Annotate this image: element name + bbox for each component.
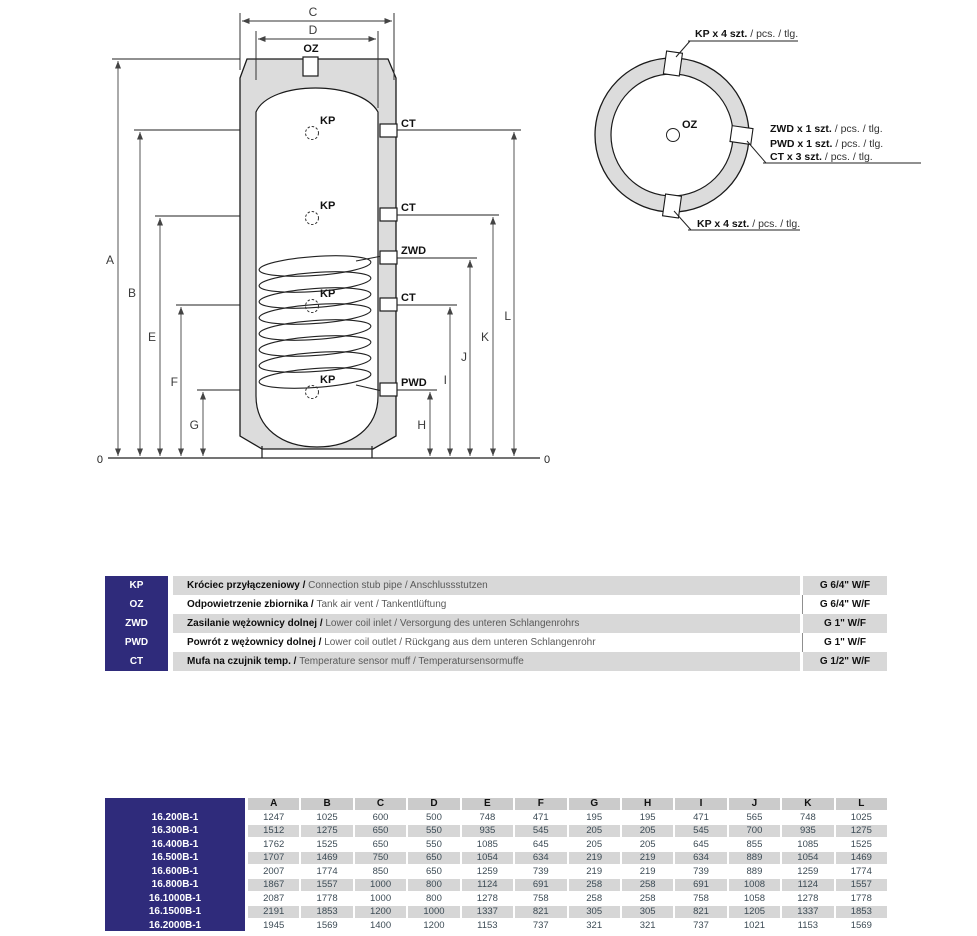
legend-description-translations: Connection stub pipe / Anschlussstutzen [308, 580, 488, 591]
pwd-label: PWD [401, 377, 427, 389]
dim-i: I [443, 373, 447, 387]
dimension-value: 1569 [836, 920, 887, 932]
dimension-value: 1275 [301, 825, 352, 837]
dimension-value: 634 [675, 852, 726, 864]
top-view-kp-port-bottom [663, 194, 682, 218]
dimension-value: 1569 [301, 920, 352, 932]
dimension-value: 545 [515, 825, 566, 837]
dimension-value: 2087 [248, 893, 299, 905]
dimension-value: 195 [569, 812, 620, 824]
legend-description-primary: Zasilanie wężownicy dolnej / [187, 618, 326, 629]
dimension-value: 219 [622, 852, 673, 864]
dimension-value: 205 [622, 825, 673, 837]
dimension-value: 258 [569, 893, 620, 905]
dimension-value: 1124 [462, 879, 513, 891]
dimension-value: 1008 [729, 879, 780, 891]
pwd-port [380, 383, 397, 396]
callout-zwd: ZWD x 1 szt. / pcs. / tlg. [770, 123, 883, 135]
column-header: G [569, 798, 620, 810]
oz-port [303, 57, 318, 76]
dimension-value: 1778 [836, 893, 887, 905]
dimension-value: 1205 [729, 906, 780, 918]
dimension-value: 821 [515, 906, 566, 918]
column-header: I [675, 798, 726, 810]
dim-d: D [308, 23, 318, 37]
column-header: H [622, 798, 673, 810]
dimension-value: 1085 [782, 839, 833, 851]
callout-kp-bottom: KP x 4 szt. / pcs. / tlg. [697, 218, 801, 230]
dimension-value: 1557 [836, 879, 887, 891]
dimensions-table [105, 798, 887, 931]
dimension-value: 195 [622, 812, 673, 824]
dimension-value: 1000 [408, 906, 459, 918]
dimension-value: 471 [675, 812, 726, 824]
legend-description-translations: Tank air vent / Tankentlüftung [316, 599, 447, 610]
dimension-value: 748 [782, 812, 833, 824]
dimension-value: 1778 [301, 893, 352, 905]
dimension-value: 737 [515, 920, 566, 932]
dimension-value: 700 [729, 825, 780, 837]
dimension-value: 855 [729, 839, 780, 851]
model-name: 16.1000B-1 [148, 892, 202, 904]
dimension-value: 1200 [355, 906, 406, 918]
dimension-value: 935 [782, 825, 833, 837]
dimension-value: 205 [622, 839, 673, 851]
column-header: D [408, 798, 459, 810]
legend-code-badge: ZWD [105, 614, 168, 633]
ct2-label: CT [401, 202, 416, 214]
dim-l: L [504, 309, 511, 323]
ct-port-2 [380, 208, 397, 221]
dimension-value: 650 [408, 866, 459, 878]
model-name: 16.1500B-1 [148, 906, 202, 918]
callout-pwd: PWD x 1 szt. / pcs. / tlg. [770, 138, 884, 150]
dim-e: E [147, 330, 156, 344]
column-header: A [248, 798, 299, 810]
legend-description-primary: Odpowietrzenie zbiornika / [187, 599, 317, 610]
dimension-value: 1275 [836, 825, 887, 837]
dimension-value: 2191 [248, 906, 299, 918]
dimension-value: 219 [622, 866, 673, 878]
dimension-value: 205 [569, 839, 620, 851]
dimension-value: 758 [675, 893, 726, 905]
dim-g: G [189, 418, 199, 432]
dimension-value: 1707 [248, 852, 299, 864]
dim-b: B [127, 286, 136, 300]
legend-description-primary: Króciec przyłączeniowy / [187, 580, 309, 591]
legend-table [105, 576, 887, 671]
legend-thread-size: G 1" W/F [802, 633, 887, 652]
legend-description [173, 614, 800, 633]
dimension-value: 850 [355, 866, 406, 878]
zero-right: 0 [544, 454, 551, 466]
column-header: F [515, 798, 566, 810]
legend-thread-size: G 6/4" W/F [803, 576, 887, 595]
dimension-value: 1853 [301, 906, 352, 918]
dimension-value: 258 [622, 879, 673, 891]
tank-top-view [595, 28, 921, 230]
zwd-label: ZWD [401, 245, 427, 257]
dimension-value: 1525 [836, 839, 887, 851]
legend-description-translations: Lower coil inlet / Versorgung des unteren Schlangenrohrs [325, 618, 580, 629]
dimension-value: 471 [515, 812, 566, 824]
dimension-value: 935 [462, 825, 513, 837]
legend-description-translations: Temperature sensor muff / Temperatursensormuffe [299, 656, 524, 667]
kp3-label: KP [320, 288, 336, 300]
legend-row [105, 652, 887, 671]
dimension-value: 1021 [729, 920, 780, 932]
dimension-value: 821 [675, 906, 726, 918]
dim-h: H [417, 418, 426, 432]
legend-description-translations: Lower coil outlet / Rückgang aus dem unteren Schlangenrohr [324, 637, 596, 648]
tank-cross-section [97, 5, 550, 466]
dimension-value: 1054 [462, 852, 513, 864]
model-name: 16.600B-1 [151, 865, 199, 877]
oz-label: OZ [303, 43, 319, 55]
dimension-value: 321 [622, 920, 673, 932]
dimension-value: 650 [355, 825, 406, 837]
zero-left: 0 [96, 454, 103, 466]
kp2-label: KP [320, 200, 336, 212]
dim-j: J [461, 350, 467, 364]
legend-code-badge: CT [105, 652, 168, 671]
dimension-value: 650 [408, 852, 459, 864]
zwd-port [380, 251, 397, 264]
dimension-value: 1469 [836, 852, 887, 864]
dimension-value: 1025 [301, 812, 352, 824]
dimension-value: 2007 [248, 866, 299, 878]
dimension-value: 305 [622, 906, 673, 918]
model-name: 16.500B-1 [151, 852, 199, 864]
legend-code-badge: PWD [105, 633, 168, 652]
top-view-kp-port-top [663, 51, 682, 76]
dimension-value: 1278 [782, 893, 833, 905]
ct-port-1 [380, 124, 397, 137]
callout-kp-top: KP x 4 szt. / pcs. / tlg. [695, 28, 799, 40]
dimension-value: 739 [675, 866, 726, 878]
column-header: K [782, 798, 833, 810]
dimension-value: 550 [408, 825, 459, 837]
dimension-value: 1774 [301, 866, 352, 878]
dimension-value: 1259 [782, 866, 833, 878]
dimension-value: 1000 [355, 879, 406, 891]
dimension-value: 565 [729, 812, 780, 824]
dimension-value: 748 [462, 812, 513, 824]
dimension-value: 1124 [782, 879, 833, 891]
model-name: 16.800B-1 [151, 879, 199, 891]
model-name: 16.200B-1 [151, 811, 199, 823]
dimension-value: 1337 [462, 906, 513, 918]
models-header-spacer [105, 798, 245, 810]
dimension-value: 645 [675, 839, 726, 851]
dim-c: C [308, 5, 318, 19]
dimension-value: 1525 [301, 839, 352, 851]
legend-thread-size: G 1/2" W/F [803, 652, 887, 671]
ct3-label: CT [401, 292, 416, 304]
dimension-value: 1054 [782, 852, 833, 864]
ct-port-3 [380, 298, 397, 311]
dimension-value: 321 [569, 920, 620, 932]
kp1-label: KP [320, 115, 336, 127]
model-name: 16.2000B-1 [148, 919, 202, 931]
dimension-value: 219 [569, 852, 620, 864]
dimension-value: 1000 [355, 893, 406, 905]
legend-description-primary: Powrót z wężownicy dolnej / [187, 637, 325, 648]
kp4-label: KP [320, 374, 336, 386]
dimension-value: 545 [675, 825, 726, 837]
top-view-side-port [730, 126, 753, 145]
model-name: 16.400B-1 [151, 838, 199, 850]
dimension-value: 258 [622, 893, 673, 905]
dimension-value: 1557 [301, 879, 352, 891]
legend-code-badge: KP [105, 576, 168, 595]
dim-f: F [170, 375, 178, 389]
legend-row [105, 595, 887, 614]
dimension-value: 634 [515, 852, 566, 864]
dimension-value: 739 [515, 866, 566, 878]
legend-thread-size: G 6/4" W/F [802, 595, 887, 614]
dimension-value: 550 [408, 839, 459, 851]
legend-code-badge: OZ [105, 595, 168, 614]
legend-description [173, 652, 800, 671]
dimension-value: 889 [729, 866, 780, 878]
dimension-value: 800 [408, 893, 459, 905]
legend-description [173, 576, 800, 595]
dimension-value: 600 [355, 812, 406, 824]
legend-description-primary: Mufa na czujnik temp. / [187, 656, 300, 667]
dim-a: A [105, 253, 114, 267]
dimension-value: 1853 [836, 906, 887, 918]
dimension-value: 1058 [729, 893, 780, 905]
column-header: B [301, 798, 352, 810]
dimension-value: 691 [515, 879, 566, 891]
legend-row [105, 614, 887, 633]
dimension-value: 650 [355, 839, 406, 851]
dimension-value: 1278 [462, 893, 513, 905]
dimension-value: 219 [569, 866, 620, 878]
top-view-oz-vent [667, 129, 680, 142]
column-header: L [836, 798, 887, 810]
dimension-value: 1762 [248, 839, 299, 851]
ct1-label: CT [401, 118, 416, 130]
dimension-value: 1259 [462, 866, 513, 878]
legend-description [173, 595, 799, 614]
top-view-oz-label: OZ [682, 119, 698, 131]
models-column [105, 798, 245, 931]
dimension-value: 1945 [248, 920, 299, 932]
column-header: E [462, 798, 513, 810]
legend-row [105, 576, 887, 595]
dimension-value: 1774 [836, 866, 887, 878]
dimension-value: 205 [569, 825, 620, 837]
dimensions-grid [248, 798, 887, 931]
dimension-value: 691 [675, 879, 726, 891]
dimension-value: 758 [515, 893, 566, 905]
dimension-value: 1153 [782, 920, 833, 932]
dimension-value: 889 [729, 852, 780, 864]
legend-thread-size: G 1" W/F [803, 614, 887, 633]
dimension-value: 258 [569, 879, 620, 891]
dimension-value: 500 [408, 812, 459, 824]
dimension-value: 1867 [248, 879, 299, 891]
column-header: C [355, 798, 406, 810]
dimension-value: 1512 [248, 825, 299, 837]
dimension-value: 737 [675, 920, 726, 932]
dimension-value: 1469 [301, 852, 352, 864]
dimension-value: 1200 [408, 920, 459, 932]
model-name: 16.300B-1 [151, 825, 199, 837]
dimension-value: 1337 [782, 906, 833, 918]
dimension-value: 1400 [355, 920, 406, 932]
callout-ct: CT x 3 szt. / pcs. / tlg. [770, 151, 873, 163]
dimension-value: 1247 [248, 812, 299, 824]
dimension-value: 645 [515, 839, 566, 851]
legend-row [105, 633, 887, 652]
column-header: J [729, 798, 780, 810]
dimension-value: 1025 [836, 812, 887, 824]
dimension-value: 1085 [462, 839, 513, 851]
dimension-value: 800 [408, 879, 459, 891]
legend-description [173, 633, 799, 652]
tank-vessel [256, 88, 378, 447]
dimension-value: 750 [355, 852, 406, 864]
dimension-value: 305 [569, 906, 620, 918]
dimension-value: 1153 [462, 920, 513, 932]
dim-k: K [480, 330, 489, 344]
